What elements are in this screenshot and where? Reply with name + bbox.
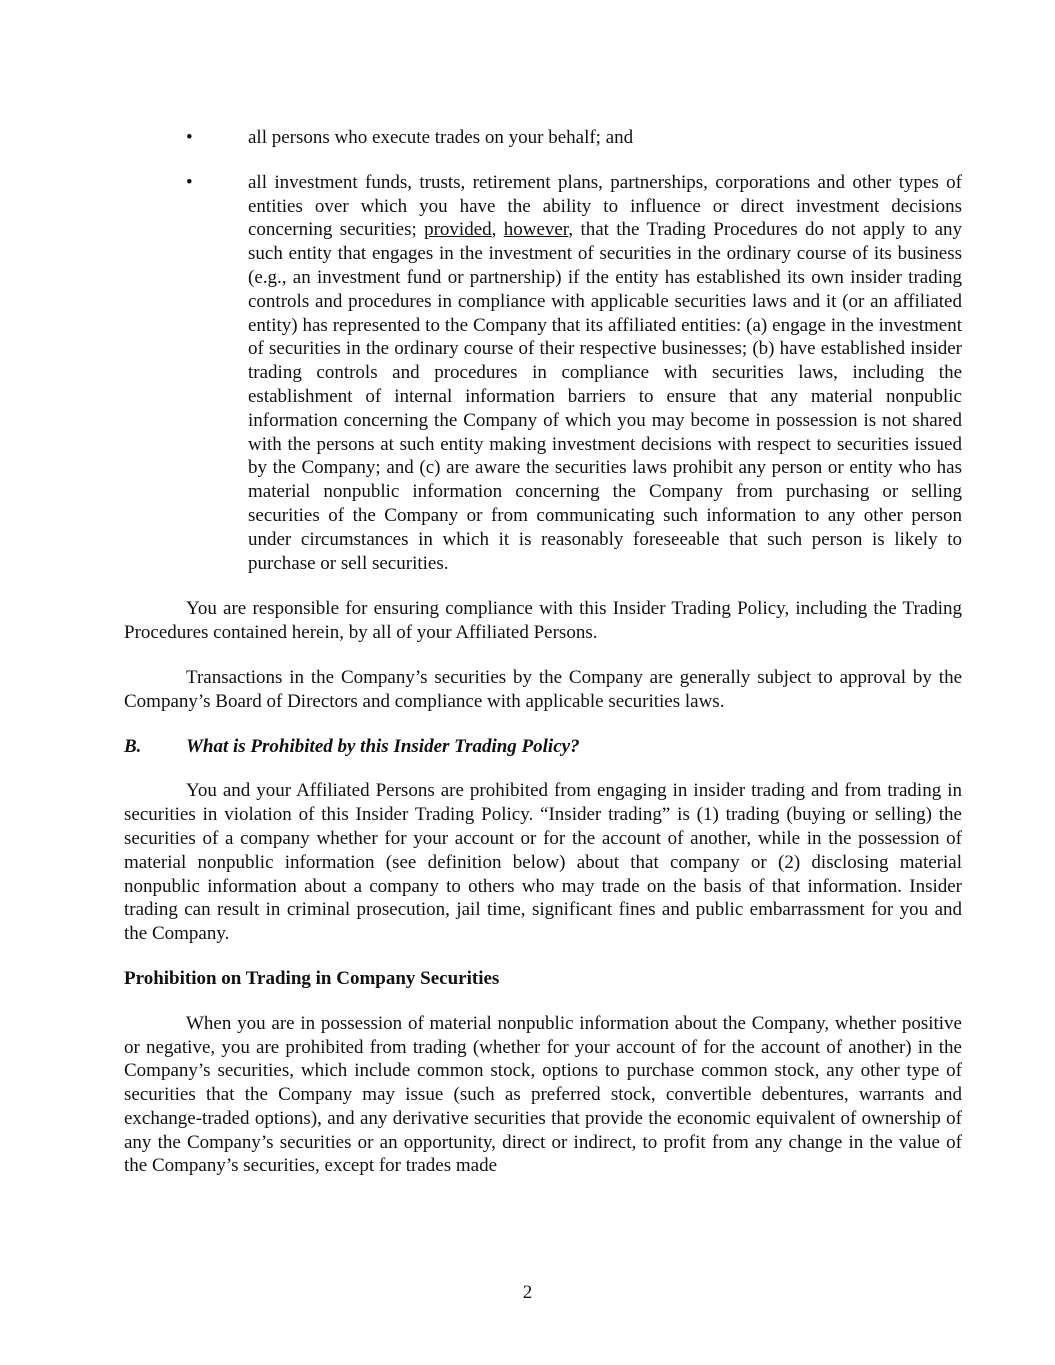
responsibility-paragraph: You are responsible for ensuring compliance with this Insider Trading Policy, including the Trading Procedures contained herein, by all of your Affiliated Persons. [124, 598, 962, 644]
company-transactions-paragraph: Transactions in the Company’s securities by the Company are generally subject to approval by the Company’s Board of Directors and compliance with applicable securities laws. [124, 666, 962, 712]
page-number: 2 [522, 1282, 533, 1303]
prohibition-heading: Prohibition on Trading in Company Securities [124, 967, 500, 989]
list-item-text: all persons who execute trades on your behalf; and [248, 127, 634, 148]
section-b-heading [124, 735, 962, 759]
insider-trading-definition-paragraph: You and your Affiliated Persons are prohibited from engaging in insider trading and from trading in securities in violation of this Insider Trading Policy. “Insider trading” is (1) trading (buying or selling) the securities of a company whether for your account or for the account of another, while in the possession of material nonpublic information (see definition below) about that company or (2) disclosing material nonpublic information about a company to others who may trade on the basis of that information. Insider trading can result in criminal prosecution, jail time, significant fines and public embarrassment for you and the Company. [124, 780, 962, 945]
list-item [124, 126, 962, 150]
list-item [124, 171, 962, 576]
prohibition-paragraph: When you are in possession of material nonpublic information about the Company, whether positive or negative, you are prohibited from trading (whether for your account of for the account of another) in the Company’s securities, which include common stock, options to purchase common stock, any other type of securities that the Company may issue (such as preferred stock, convertible debentures, warrants and exchange-traded options), and any derivative securities that provide the economic equivalent of ownership of any the Company’s securities or an opportunity, direct or indirect, to profit from any change in the value of the Company’s securities, except for trades made [124, 1012, 962, 1177]
section-title: What is Prohibited by this Insider Trading Policy? [186, 735, 580, 757]
term-separator: , [491, 219, 504, 241]
list-item-text-end: , that the Trading Procedures do not apply to any such entity that engages in the investment of securities in the ordinary course of its business (e.g., an investment fund or partnership) if the entity has established its own insider trading controls and procedures in compliance with applicable securities laws and it (or an affiliated entity) has represented to the Company that its affiliated entities: (a) engage in the investment of securities in the ordinary course of their respective businesses; (b) have established insider trading controls and procedures in compliance with securities laws, including the establishment of internal information barriers to ensure that any material nonpublic information concerning the Company of which you may become in possession is not shared with the persons at such entity making investment decisions with respect to securities issued by the Company; and (c) are aware the securities laws prohibit any person or entity who has material nonpublic information concerning the Company from purchasing or selling securities of the Company or from communicating such information to any other person under circumstances in which it is reasonably foreseeable that such person is likely to purchase or sell securities. [248, 219, 962, 574]
bullet-icon: • [186, 127, 193, 148]
affiliated-persons-list [124, 126, 962, 575]
underlined-term-provided: provided [424, 219, 492, 241]
page-body [124, 126, 962, 1199]
list-item-text-start: all investment funds, trusts, retirement plans, partnerships, corporations and other types of entities over which you have the ability to influence or direct investment decisions concerning securities; [248, 171, 962, 241]
section-letter: B. [124, 735, 142, 757]
underlined-term-however: however [503, 219, 569, 241]
bullet-icon: • [186, 171, 193, 193]
